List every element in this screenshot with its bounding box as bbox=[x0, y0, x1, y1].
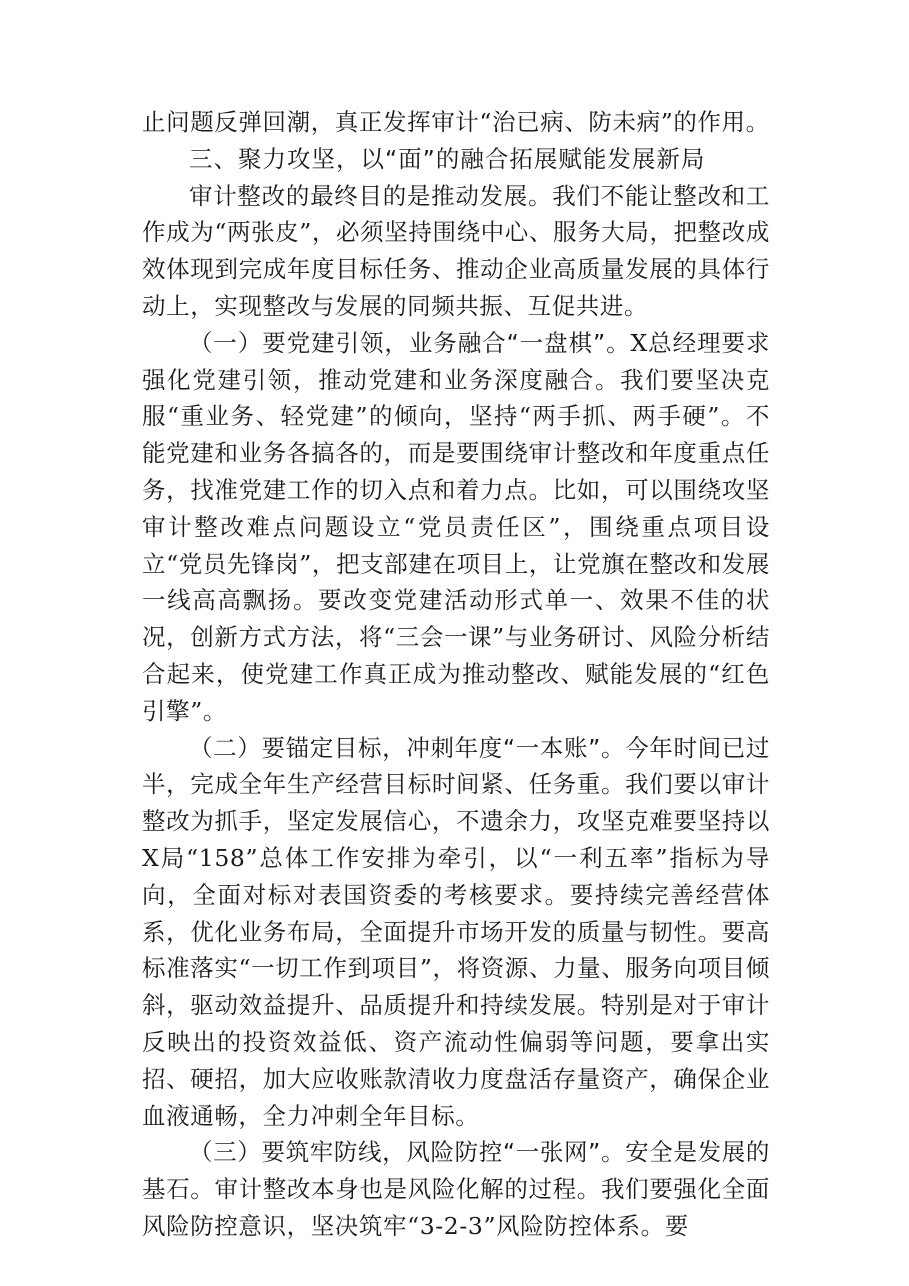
paragraph-risk-control-body: 安全是发展的基石。审计整改本身也是风险化解的过程。我们要强化全面风险防控意识，坚决筑牢“3-2-3”风险防控体系。要 bbox=[142, 1138, 770, 1240]
subheading-1: （一）要党建引领，业务融合“一盘棋”。 bbox=[189, 328, 631, 357]
paragraph-party-building bbox=[142, 325, 770, 730]
paragraph-intro: 审计整改的最终目的是推动发展。我们不能让整改和工作成为“两张皮”，必须坚持围绕中心、服务大局，把整改成效体现到完成年度目标任务、推动企业高质量发展的具体行动上，实现整改与发展的同频共振、互促共进。 bbox=[142, 181, 770, 320]
paragraph-annual-goals-body: 今年时间已过半，完成全年生产经营目标时间紧、任务重。我们要以审计整改为抓手，坚定发展信心，不遗余力，攻坚克难要坚持以X局“158”总体工作安排为牵引，以“一利五率”指标为导向，全面对标对表国资委的考核要求。要持续完善经营体系，优化业务布局，全面提升市场开发的质量与韧性。要高标准落实“一切工作到项目”，将资源、力量、服务向项目倾斜，驱动效益提升、品质提升和持续发展。特别是对于审计反映出的投资效益低、资产流动性偏弱等问题，要拿出实招、硬招，加大应收账款清收力度盘活存量资产，确保企业血液通畅，全力冲刺全年目标。 bbox=[142, 733, 770, 1130]
section-heading-3: 三、聚力攻坚，以“面”的融合拓展赋能发展新局 bbox=[189, 144, 706, 173]
paragraph-risk-control bbox=[142, 1134, 770, 1244]
subheading-3: （三）要筑牢防线，风险防控“一张网”。 bbox=[189, 1138, 626, 1167]
paragraph-continued: 止问题反弹回潮，真正发挥审计“治已病、防未病”的作用。 bbox=[142, 108, 770, 136]
paragraph-party-building-body: X总经理要求强化党建引领，推动党建和业务深度融合。我们要坚决克服“重业务、轻党建”的倾向，坚持“两手抓、两手硬”。不能党建和业务各搞各的，而是要围绕审计整改和年度重点任务，找准党建工作的切入点和着力点。比如，可以围绕攻坚审计整改难点问题设立“党员责任区”，围绕重点项目设立“党员先锋岗”，把支部建在项目上，让党旗在整改和发展一线高高飘扬。要改变党建活动形式单一、效果不佳的状况，创新方式方法，将“三会一课”与业务研讨、风险分析结合起来，使党建工作真正成为推动整改、赋能发展的“红色引擎”。 bbox=[142, 328, 770, 725]
document-body bbox=[142, 104, 770, 1245]
subheading-2: （二）要锚定目标，冲刺年度“一本账”。 bbox=[189, 733, 626, 762]
paragraph-annual-goals bbox=[142, 730, 770, 1135]
